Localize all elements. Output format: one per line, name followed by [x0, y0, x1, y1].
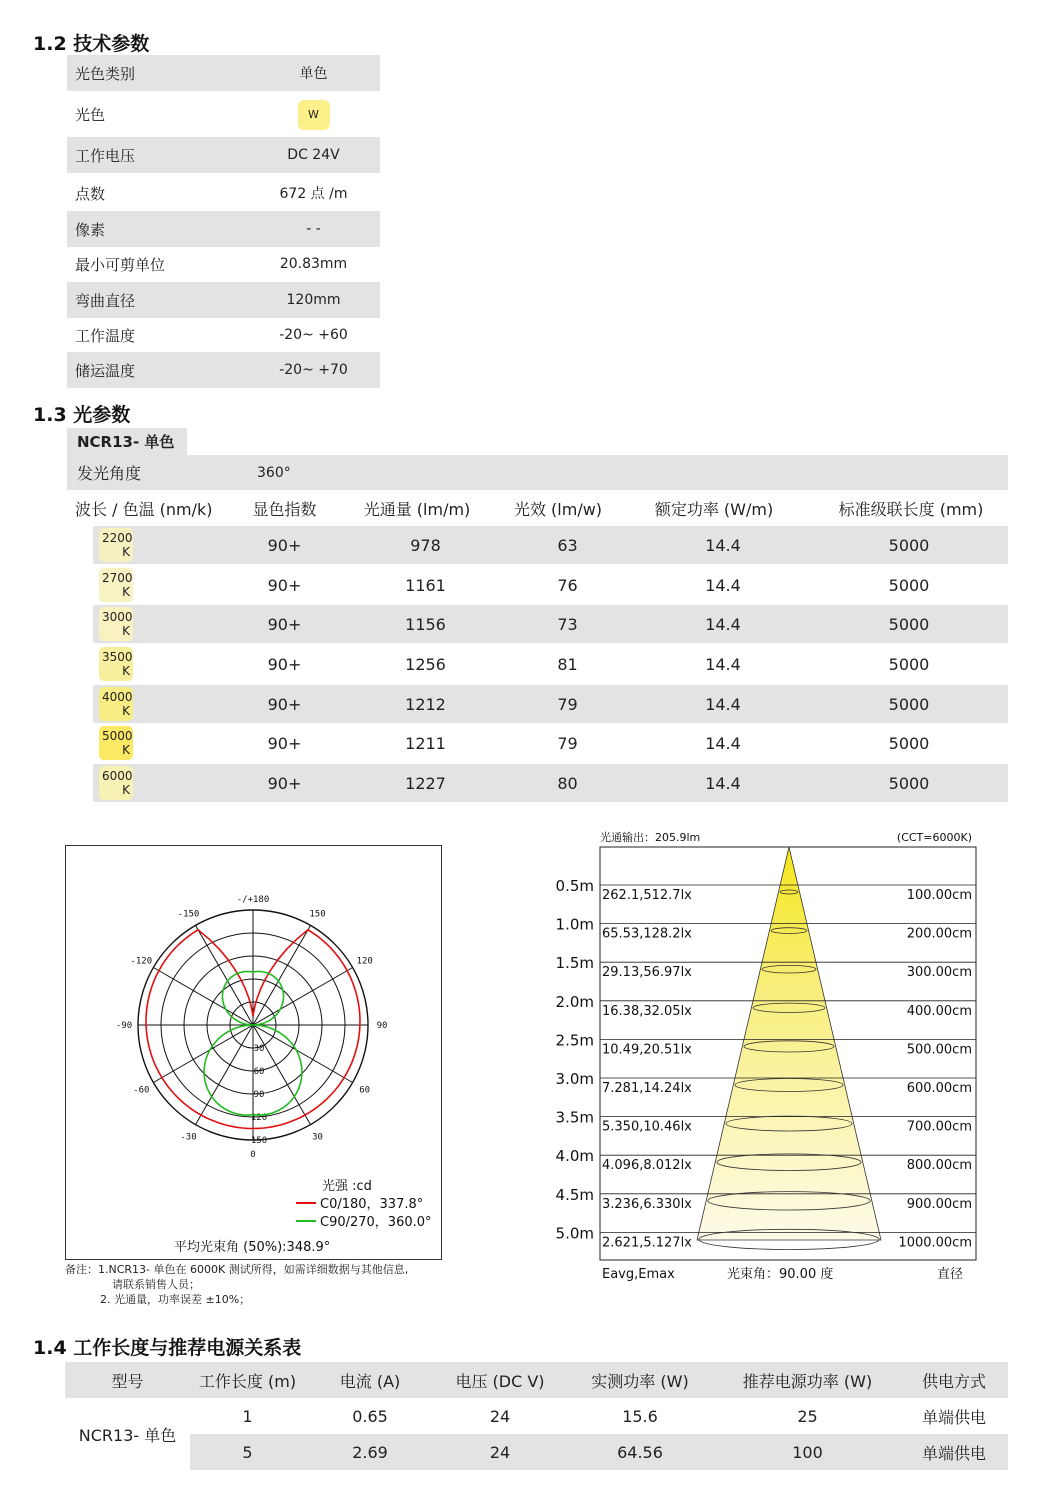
- section-14-title: 1.4 工作长度与推荐电源关系表: [33, 1337, 302, 1359]
- diameter-label: 800.00cm: [906, 1158, 972, 1174]
- cct-value: 2700: [102, 571, 133, 585]
- distance-label: 3.5m: [555, 1108, 594, 1127]
- col-header-cct: 波长 / 色温 (nm/k): [75, 500, 213, 519]
- cct-cell: [93, 528, 237, 562]
- illuminance-label: 262.1,512.7lx: [602, 888, 692, 903]
- spec-label: 光色: [75, 106, 106, 124]
- distance-label: 2.5m: [555, 1031, 594, 1050]
- cct-value: 5000: [102, 729, 133, 743]
- cct-value: 3000: [102, 610, 133, 624]
- illuminance-label: 2.621,5.127lx: [602, 1235, 692, 1251]
- cell-length: 5000: [888, 733, 930, 753]
- cell-supply: 单端供电: [921, 1443, 986, 1463]
- power-table-header: [65, 1362, 1008, 1398]
- illuminance-cone-diagram: [552, 826, 982, 1286]
- cell-length: 5000: [888, 535, 930, 555]
- illuminance-label: 4.096,8.012lx: [602, 1158, 692, 1174]
- spec-label: 点数: [75, 184, 106, 203]
- spec-row: [67, 137, 380, 173]
- cell-cri: 90+: [267, 654, 302, 674]
- spec-value: 20.83mm: [279, 256, 348, 272]
- distance-label: 0.5m: [555, 877, 594, 895]
- cct-cell: [93, 687, 237, 721]
- cone-footer-eavg: Eavg,Emax: [602, 1267, 675, 1282]
- cct-cell: [93, 647, 237, 681]
- polar-label: 90: [253, 1090, 265, 1100]
- diameter-label: 600.00cm: [906, 1081, 972, 1096]
- cct-cell: [93, 607, 237, 641]
- cell-power: 14.4: [705, 614, 741, 634]
- spec-row: [67, 317, 380, 353]
- table-row: [93, 605, 1008, 643]
- cell-flux: 1161: [405, 575, 446, 595]
- spec-value: 120mm: [286, 292, 341, 308]
- light-color-chip: W: [298, 100, 330, 130]
- diameter-label: 300.00cm: [906, 965, 972, 981]
- diameter-label: 1000.00cm: [898, 1235, 972, 1251]
- polar-label: -/+180: [236, 895, 270, 905]
- polar-label: -150: [177, 909, 200, 920]
- optical-table-header: [67, 490, 1008, 527]
- cell-cri: 90+: [267, 773, 302, 793]
- polar-label: 30: [312, 1132, 323, 1143]
- distance-label: 3.0m: [555, 1070, 594, 1088]
- cell-psu: 100: [792, 1442, 823, 1462]
- cell-flux: 1212: [405, 694, 446, 714]
- cell-cri: 90+: [267, 694, 302, 714]
- illuminance-label: 5.350,10.46lx: [602, 1119, 692, 1135]
- polar-label: -90: [115, 1021, 133, 1031]
- cell-voltage: 24: [489, 1442, 511, 1462]
- polar-diagram: [65, 845, 442, 1260]
- col-header-current: 电流 (A): [339, 1371, 401, 1391]
- cct-unit: K: [122, 743, 130, 757]
- illuminance-label: 16.38,32.05lx: [602, 1003, 692, 1019]
- cell-current: 0.65: [352, 1406, 388, 1426]
- cct-unit: K: [122, 783, 130, 797]
- cct-chip: [99, 568, 133, 602]
- polar-label: -30: [180, 1132, 197, 1143]
- spec-label: 像素: [75, 220, 106, 239]
- cell-power: 14.4: [705, 575, 741, 595]
- col-header-length: 工作长度 (m): [198, 1371, 297, 1391]
- beam-angle-label: 发光角度: [77, 464, 142, 483]
- cct-chip: [99, 766, 133, 800]
- cone-footer-diameter: 直径: [937, 1267, 964, 1282]
- col-header-flux: 光通量 (lm/m): [363, 500, 471, 519]
- spec-row: [67, 92, 380, 137]
- illuminance-label: 10.49,20.51lx: [602, 1042, 692, 1058]
- cct-unit: K: [122, 704, 130, 718]
- table-row: [93, 566, 1008, 604]
- cell-power: 14.4: [705, 694, 741, 714]
- illuminance-label: 29.13,56.97lx: [602, 965, 692, 981]
- cell-flux: 1227: [405, 773, 446, 793]
- cell-efficacy: 80: [557, 773, 578, 793]
- cct-cell: [93, 726, 237, 760]
- cell-length: 5000: [888, 614, 930, 634]
- note-line: 备注：1.NCR13- 单色在 6000K 测试所得，如需详细数据与其他信息,: [65, 1263, 409, 1276]
- cell-flux: 978: [410, 535, 441, 555]
- light-cone: [697, 847, 881, 1240]
- illuminance-label: 7.281,14.24lx: [602, 1081, 692, 1096]
- distance-label: 5.0m: [555, 1224, 594, 1243]
- illuminance-label: 65.53,128.2lx: [602, 926, 692, 942]
- cell-power: 64.56: [617, 1442, 663, 1462]
- legend-title: 光强 :cd: [322, 1179, 372, 1194]
- table-row: [93, 645, 1008, 683]
- section-13-title: 1.3 光参数: [33, 404, 131, 426]
- cell-efficacy: 79: [557, 733, 578, 753]
- beam-angle-row: [67, 455, 1008, 490]
- cct-chip: [99, 726, 133, 760]
- polar-label: 0: [250, 1150, 256, 1160]
- spec-label: 储运温度: [75, 361, 136, 380]
- model-cell: NCR13- 单色: [78, 1425, 177, 1445]
- cell-flux: 1256: [405, 654, 446, 674]
- diameter-label: 500.00cm: [906, 1042, 972, 1058]
- cct-chip: [99, 528, 133, 562]
- spec-label: 弯曲直径: [75, 291, 136, 310]
- flux-output-label: 光通输出：205.9lm: [600, 831, 701, 844]
- polar-label: 90: [376, 1021, 388, 1031]
- legend-c0: C0/180，337.8°: [320, 1197, 424, 1212]
- spec-row: [67, 352, 380, 388]
- spec-value: 672 点 /m: [279, 186, 348, 202]
- spec-label: 工作温度: [75, 326, 136, 345]
- cell-psu: 25: [797, 1406, 818, 1426]
- spec-value: -20~ +70: [279, 362, 348, 378]
- spec-value: -20~ +60: [279, 327, 348, 343]
- polar-label: 120: [250, 1113, 268, 1123]
- polar-label: 60: [359, 1085, 371, 1096]
- col-header-supply: 供电方式: [921, 1371, 986, 1391]
- cell-flux: 1211: [405, 733, 446, 753]
- cell-length: 5: [242, 1442, 253, 1462]
- cct-value: 2200: [102, 531, 133, 545]
- cct-unit: K: [122, 624, 130, 638]
- cone-footer-beam-angle: 光束角：90.00 度: [727, 1267, 834, 1282]
- cell-power: 14.4: [705, 773, 741, 793]
- spec-label: 最小可剪单位: [75, 255, 166, 274]
- polar-label: 30: [253, 1044, 265, 1054]
- cell-efficacy: 81: [557, 654, 578, 674]
- cct-value: 6000: [102, 769, 133, 783]
- table-row: [190, 1398, 1008, 1434]
- table-row: [93, 764, 1008, 802]
- beam-angle-value: 360°: [257, 464, 291, 481]
- diameter-label: 400.00cm: [906, 1003, 972, 1019]
- spec-row: [67, 246, 380, 282]
- spec-row: [67, 55, 380, 91]
- col-header-cri: 显色指数: [252, 500, 317, 519]
- polar-label: -120: [130, 956, 153, 967]
- cct-cell: [93, 766, 237, 800]
- polar-label: -60: [133, 1085, 150, 1096]
- diameter-label: 700.00cm: [906, 1119, 972, 1135]
- cell-voltage: 24: [489, 1406, 511, 1426]
- cct-unit: K: [122, 664, 130, 678]
- table-row: [93, 724, 1008, 762]
- diameter-label: 200.00cm: [906, 926, 972, 942]
- cell-power: 15.6: [622, 1406, 658, 1426]
- cell-cri: 90+: [267, 575, 302, 595]
- cell-length: 5000: [888, 773, 930, 793]
- cell-supply: 单端供电: [921, 1407, 986, 1427]
- cct-value: 3500: [102, 650, 133, 664]
- note-line: 2. 光通量，功率误差 ±10%；: [100, 1293, 251, 1306]
- polar-label: 60: [253, 1067, 265, 1077]
- cct-cell: [93, 568, 237, 602]
- col-header-efficacy: 光效 (lm/w): [513, 500, 603, 519]
- diameter-label: 900.00cm: [906, 1196, 972, 1212]
- col-header-measured-power: 实测功率 (W): [591, 1371, 689, 1391]
- cell-efficacy: 76: [557, 575, 578, 595]
- cct-chip: [99, 647, 133, 681]
- legend-c90: C90/270，360.0°: [320, 1215, 432, 1230]
- polar-chart: [66, 846, 441, 1259]
- cell-power: 14.4: [705, 733, 741, 753]
- beam-angle-note: 平均光束角 (50%):348.9°: [174, 1240, 331, 1255]
- cell-current: 2.69: [352, 1442, 388, 1462]
- spec-value: - -: [306, 221, 321, 237]
- cell-length: 5000: [888, 694, 930, 714]
- notes: [65, 1262, 408, 1307]
- cone-chart: [552, 826, 982, 1286]
- cell-length: 5000: [888, 575, 930, 595]
- distance-label: 4.0m: [555, 1147, 594, 1166]
- cell-cri: 90+: [267, 535, 302, 555]
- polar-label: 150: [250, 1136, 268, 1146]
- cell-power: 14.4: [705, 654, 741, 674]
- spec-value: 单色: [299, 66, 328, 82]
- distance-label: 4.5m: [555, 1185, 594, 1204]
- diameter-label: 100.00cm: [906, 888, 972, 903]
- cell-length: 1: [242, 1406, 253, 1426]
- cell-efficacy: 79: [557, 694, 578, 714]
- col-header-length: 标准级联长度 (mm): [838, 500, 984, 519]
- spec-value: DC 24V: [287, 147, 340, 163]
- col-header-voltage: 电压 (DC V): [455, 1371, 545, 1391]
- cell-cri: 90+: [267, 733, 302, 753]
- cct-value: 4000: [102, 690, 133, 704]
- cell-length: 5000: [888, 654, 930, 674]
- spec-label: 工作电压: [75, 146, 136, 165]
- col-header-power: 额定功率 (W/m): [654, 500, 774, 519]
- table-row: [93, 526, 1008, 564]
- cct-chip: [99, 607, 133, 641]
- cct-label: (CCT=6000K): [896, 831, 972, 844]
- distance-label: 1.5m: [555, 954, 594, 973]
- note-line: 请联系销售人员；: [112, 1278, 200, 1291]
- cell-cri: 90+: [267, 614, 302, 634]
- polar-label: 150: [309, 909, 326, 920]
- col-header-psu-power: 推荐电源功率 (W): [742, 1371, 873, 1391]
- distance-label: 1.0m: [555, 915, 594, 934]
- cell-power: 14.4: [705, 535, 741, 555]
- spec-label: 光色类别: [75, 64, 136, 83]
- cell-flux: 1156: [405, 614, 446, 634]
- section-12-title: 1.2 技术参数: [33, 33, 150, 55]
- table-row: [190, 1434, 1008, 1470]
- spec-row: [67, 175, 380, 211]
- col-header-model: 型号: [111, 1371, 144, 1391]
- cell-efficacy: 73: [557, 614, 578, 634]
- cct-chip: [99, 687, 133, 721]
- cct-unit: K: [122, 585, 130, 599]
- illuminance-label: 3.236,6.330lx: [602, 1196, 692, 1212]
- model-tab: NCR13- 单色: [67, 428, 187, 456]
- cell-efficacy: 63: [557, 535, 578, 555]
- spec-row: [67, 211, 380, 247]
- cct-unit: K: [122, 545, 130, 559]
- distance-label: 2.0m: [555, 992, 594, 1011]
- table-row: [93, 685, 1008, 723]
- spec-row: [67, 282, 380, 318]
- polar-label: 120: [356, 956, 373, 967]
